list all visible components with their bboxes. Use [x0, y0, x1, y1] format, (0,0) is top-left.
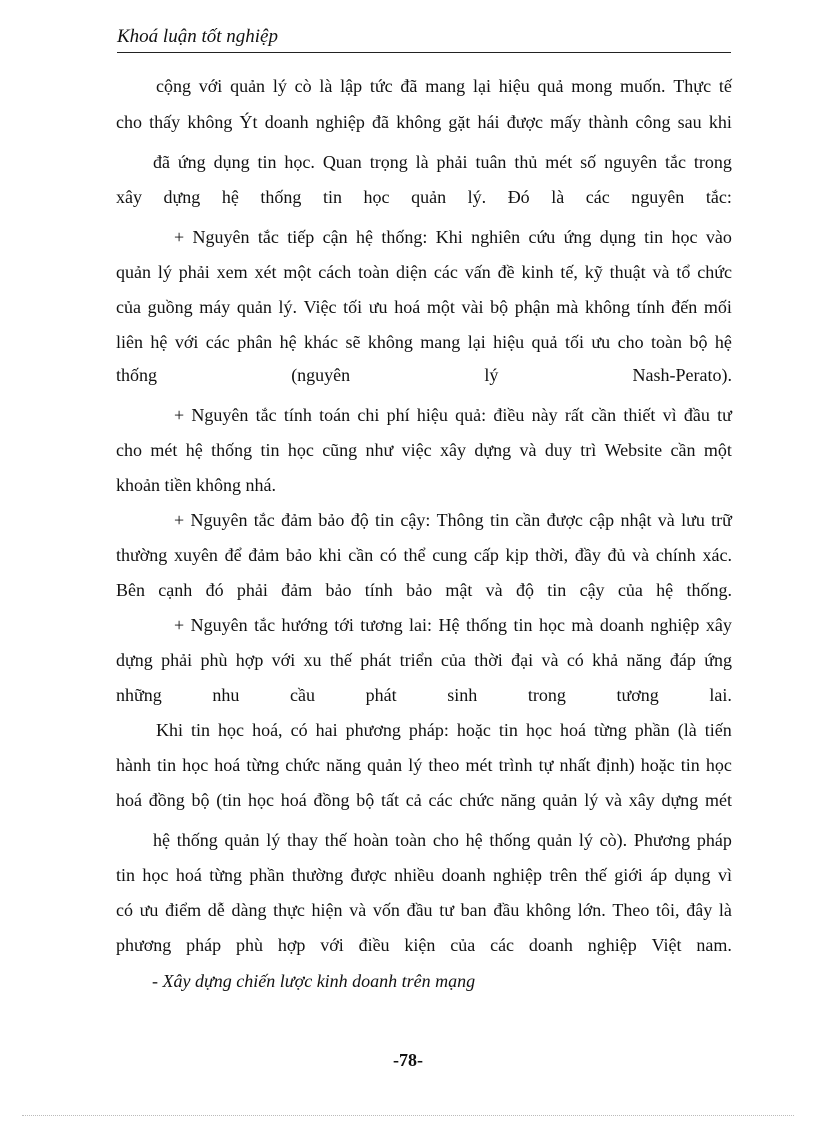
text-line: + Nguyên tắc tính toán chi phí hiệu quả: điều này rất cần thiết vì đầu tư: [174, 405, 732, 425]
text-line: hệ thống quản lý thay thế hoàn toàn cho hệ thống quản lý cò). Phương pháp: [153, 830, 732, 850]
text-line: tin học hoá từng phần thường được nhiều doanh nghiệp trên thế giới áp dụng vì: [116, 865, 732, 885]
text-line: thống (nguyên lý Nash-Perato).: [116, 365, 732, 385]
text-line: + Nguyên tắc đảm bảo độ tin cậy: Thông tin cần được cập nhật và lưu trữ: [174, 510, 732, 530]
text-line: thường xuyên để đảm bảo khi cần có thể cung cấp kịp thời, đầy đủ và chính xác.: [116, 545, 732, 565]
text-line: đã ứng dụng tin học. Quan trọng là phải tuân thủ mét số nguyên tắc trong: [153, 152, 732, 172]
text-line: những nhu cầu phát sinh trong tương lai.: [116, 685, 732, 705]
text-line: hoá đồng bộ (tin học hoá đồng bộ tất cả các chức năng quản lý và xây dựng mét: [116, 790, 732, 810]
text-line: Khi tin học hoá, có hai phương pháp: hoặc tin học hoá từng phần (là tiến: [156, 720, 732, 740]
text-line: phương pháp phù hợp với điều kiện của các doanh nghiệp Việt nam.: [116, 935, 732, 955]
section-heading: - Xây dựng chiến lược kinh doanh trên mạng: [152, 971, 476, 991]
text-line: cho thấy không Ýt doanh nghiệp đã không gặt hái được mấy thành công sau khi: [116, 112, 732, 132]
page-header: [117, 24, 731, 53]
text-line: dựng phải phù hợp với xu thế phát triển của thời đại và có khả năng đáp ứng: [116, 650, 732, 670]
text-line: + Nguyên tắc hướng tới tương lai: Hệ thống tin học mà doanh nghiệp xây: [174, 615, 732, 635]
text-line: xây dựng hệ thống tin học quản lý. Đó là các nguyên tắc:: [116, 187, 732, 207]
text-line: cho mét hệ thống tin học cũng như việc xây dựng và duy trì Website cần một: [116, 440, 732, 460]
text-line: của guồng máy quản lý. Việc tối ưu hoá một vài bộ phận mà không tính đến mối: [116, 297, 732, 317]
text-line: hành tin học hoá từng chức năng quản lý theo mét trình tự nhất định) hoặc tin học: [116, 755, 732, 775]
text-line: liên hệ với các phân hệ khác sẽ không mang lại hiệu quả tối ưu cho toàn bộ hệ: [116, 332, 732, 352]
text-line: + Nguyên tắc tiếp cận hệ thống: Khi nghiên cứu ứng dụng tin học vào: [174, 227, 732, 247]
text-line: khoản tiền không nhá.: [116, 475, 276, 495]
text-line: quản lý phải xem xét một cách toàn diện các vấn đề kinh tế, kỹ thuật và tổ chức: [116, 262, 732, 282]
text-line: có ưu điểm dễ dàng thực hiện và vốn đầu tư ban đầu không lớn. Theo tôi, đây là: [116, 900, 732, 920]
text-line: Bên cạnh đó phải đảm bảo tính bảo mật và độ tin cậy của hệ thống.: [116, 580, 732, 600]
page-bottom-divider: [22, 1115, 794, 1116]
header-title: Khoá luận tốt nghiệp: [117, 26, 278, 47]
text-line: cộng với quản lý cò là lập tức đã mang lại hiệu quả mong muốn. Thực tế: [156, 76, 732, 96]
page-number: -78-: [393, 1050, 423, 1070]
